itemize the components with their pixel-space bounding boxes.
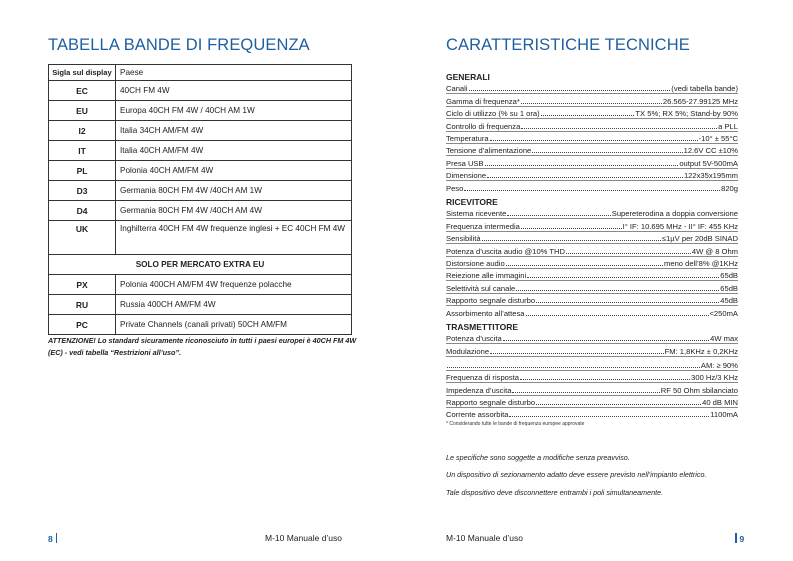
- spec-value: TX 5%; RX 5%; Stand-by 90%: [635, 109, 738, 119]
- spec-key: Dimensione: [446, 171, 487, 181]
- spec-row: [446, 408, 738, 419]
- table-header-row: [49, 65, 352, 81]
- spec-value: 40 dB MIN: [702, 397, 738, 407]
- page-divider: [735, 533, 737, 543]
- spec-list-trasmettitore: [446, 332, 738, 419]
- spec-key: Corrente assorbita: [446, 410, 509, 420]
- leader-dots: [503, 339, 709, 341]
- spec-key: Sistema ricevente: [446, 209, 507, 219]
- extra-eu-section-row: [49, 255, 352, 275]
- leader-dots: [487, 176, 683, 178]
- table-row: [49, 161, 352, 181]
- table-row: [49, 295, 352, 315]
- display-code: UK: [49, 221, 116, 255]
- spec-value: ≤1µV per 20dB SINAD: [661, 234, 738, 244]
- leader-dots: [536, 301, 719, 303]
- country-config: Polonia 400CH AM/FM 4W frequenze polacche: [116, 275, 352, 295]
- spec-value: Supereterodina a doppia conversione: [611, 209, 738, 219]
- spec-value: meno dell’8% @1KHz: [664, 258, 738, 268]
- country-config: Italia 40CH AM/FM 4W: [116, 141, 352, 161]
- table-row: [49, 101, 352, 121]
- disclaimer-note: Tale dispositivo deve disconnettere entrambi i poli simultaneamente.: [446, 488, 664, 497]
- table-row: [49, 315, 352, 335]
- country-config: Europa 40CH FM 4W / 40CH AM 1W: [116, 101, 352, 121]
- spec-row: [446, 156, 738, 168]
- table-row: [49, 121, 352, 141]
- disclaimer-note: Un dispositivo di sezionamento adatto deve essere previsto nell’impianto elettrico.: [446, 470, 707, 479]
- display-code: RU: [49, 295, 116, 315]
- spec-value: output 5V-500mA: [679, 158, 738, 168]
- spec-row: [446, 107, 738, 119]
- spec-row: [446, 257, 738, 269]
- country-config: Polonia 40CH AM/FM 4W: [116, 161, 352, 181]
- spec-row: [446, 269, 738, 281]
- leader-dots: [482, 239, 661, 241]
- spec-value: RF 50 Ohm sbilanciato: [660, 385, 738, 395]
- display-code: PX: [49, 275, 116, 295]
- spec-key: Distorsione audio: [446, 258, 505, 268]
- leader-dots: [521, 102, 662, 104]
- table-row: [49, 201, 352, 221]
- spec-value: 122x35x195mm: [683, 171, 738, 181]
- spec-key: Peso: [446, 183, 464, 193]
- spec-key: Selettività sul canale: [446, 283, 516, 293]
- country-config: Germania 80CH FM 4W /40CH AM 1W: [116, 181, 352, 201]
- spec-row: [446, 207, 738, 219]
- spec-key: Rapporto segnale disturbo: [446, 296, 536, 306]
- leader-dots: [541, 114, 635, 116]
- table-row: [49, 81, 352, 101]
- page-number: [732, 533, 744, 544]
- leader-dots: [532, 151, 682, 153]
- spec-value: FM: 1,8KHz ± 0,2KHz: [664, 346, 738, 356]
- spec-key: Reiezione alle immagini: [446, 271, 527, 281]
- spec-list-generali: [446, 82, 738, 193]
- page-divider: [56, 533, 58, 543]
- leader-dots: [506, 264, 663, 266]
- leader-dots: [521, 227, 622, 229]
- spec-list-ricevitore: [446, 207, 738, 318]
- spec-row: [446, 144, 738, 156]
- spec-key: Tensione d’alimentazione: [446, 146, 532, 156]
- footnote: * Considerando tutte le bande di frequenza europee approvate: [446, 421, 585, 427]
- spec-value: I° IF: 10.695 MHz - II° IF: 455 KHz: [622, 221, 738, 231]
- table-row: [49, 221, 352, 255]
- leader-dots: [485, 164, 679, 166]
- display-code: PC: [49, 315, 116, 335]
- spec-key: Controllo di frequenza: [446, 121, 521, 131]
- leader-dots: [512, 391, 659, 393]
- spec-row: [446, 281, 738, 293]
- spec-value: 300 Hz/3 KHz: [691, 373, 738, 383]
- spec-key: Potenza d’uscita audio @10% THD: [446, 246, 566, 256]
- display-code: EC: [49, 81, 116, 101]
- spec-key: Rapporto segnale disturbo: [446, 397, 536, 407]
- frequency-band-table: [48, 64, 352, 335]
- country-config: Inghilterra 40CH FM 4W frequenze inglesi + EC 40CH FM 4W: [116, 221, 352, 255]
- page-title: TABELLA BANDE DI FREQUENZA: [48, 36, 310, 54]
- display-code: PL: [49, 161, 116, 181]
- spec-row: [446, 383, 738, 395]
- spec-value: 4W max: [710, 334, 738, 344]
- display-code: D4: [49, 201, 116, 221]
- country-config: Private Channels (canali privati) 50CH AM/FM: [116, 315, 352, 335]
- leader-dots: [566, 252, 691, 254]
- spec-row: [446, 94, 738, 106]
- spec-value: 12.6V CC ±10%: [683, 146, 738, 156]
- spec-row: [446, 371, 738, 383]
- spec-row: [446, 332, 738, 344]
- spec-key: Sensibilità: [446, 234, 481, 244]
- display-code: IT: [49, 141, 116, 161]
- spec-value: 26.565-27.99125 MHz: [662, 96, 738, 106]
- spec-row: [446, 82, 738, 94]
- spec-row: [446, 357, 738, 371]
- footer-label: M-10 Manuale d’uso: [446, 533, 524, 543]
- section-title-generali: GENERALI: [446, 72, 490, 82]
- spec-key: Gamma di frequenza*: [446, 96, 520, 106]
- right-page: [396, 0, 793, 561]
- spec-key: Potenza d’uscita: [446, 334, 502, 344]
- page-number-value: 8: [48, 534, 53, 544]
- spec-key: Modulazione: [446, 346, 490, 356]
- display-code: D3: [49, 181, 116, 201]
- country-config: 40CH FM 4W: [116, 81, 352, 101]
- country-config: Russia 400CH AM/FM 4W: [116, 295, 352, 315]
- left-page: [0, 0, 396, 561]
- spec-row: [446, 244, 738, 256]
- leader-dots: [536, 403, 701, 405]
- country-config: Germania 80CH FM 4W /40CH AM 4W: [116, 201, 352, 221]
- spec-key: Assorbimento all’attesa: [446, 308, 525, 318]
- spec-row: [446, 132, 738, 144]
- leader-dots: [520, 378, 690, 380]
- leader-dots: [527, 276, 719, 278]
- spec-key: Frequenza intermedia: [446, 221, 520, 231]
- spec-row: [446, 306, 738, 317]
- footer-label: M-10 Manuale d’uso: [265, 533, 343, 543]
- display-code: EU: [49, 101, 116, 121]
- leader-dots: [447, 366, 700, 368]
- spec-row: [446, 169, 738, 181]
- spec-value: 65dB: [720, 283, 738, 293]
- spec-row: [446, 119, 738, 131]
- spec-value: (vedi tabella bande): [671, 84, 738, 94]
- leader-dots: [490, 139, 698, 141]
- spec-key: Canali: [446, 84, 468, 94]
- extra-eu-label: SOLO PER MERCATO EXTRA EU: [49, 255, 352, 275]
- spec-value: a PLL: [718, 121, 738, 131]
- table-row: [49, 141, 352, 161]
- leader-dots: [516, 289, 719, 291]
- spec-value: <250mA: [709, 308, 738, 318]
- spec-value: 45dB: [720, 296, 738, 306]
- page-number-value: 9: [739, 534, 745, 544]
- spec-key: Temperatura: [446, 133, 489, 143]
- leader-dots: [526, 314, 709, 316]
- disclaimer-note: Le specifiche sono soggette a modifiche senza preavviso.: [446, 453, 630, 462]
- section-title-trasmettitore: TRASMETTITORE: [446, 322, 519, 332]
- leader-dots: [464, 189, 720, 191]
- spec-row: [446, 181, 738, 192]
- column-header-country: Paese: [116, 65, 352, 81]
- spec-key: Frequenza di risposta: [446, 373, 520, 383]
- leader-dots: [521, 127, 717, 129]
- spec-value: -10° ± 55°C: [698, 133, 738, 143]
- spec-key: Ciclo di utilizzo (% su 1 ora): [446, 109, 540, 119]
- spec-value: 1100mA: [710, 410, 738, 420]
- spec-value: 65dB: [720, 271, 738, 281]
- section-title-ricevitore: RICEVITORE: [446, 197, 498, 207]
- spec-key: Presa USB: [446, 158, 484, 168]
- spec-key: Impedenza d’uscita: [446, 385, 512, 395]
- display-code: I2: [49, 121, 116, 141]
- spec-row: [446, 344, 738, 356]
- table-row: [49, 181, 352, 201]
- leader-dots: [509, 415, 709, 417]
- page-title: CARATTERISTICHE TECNICHE: [446, 36, 690, 54]
- leader-dots: [490, 352, 664, 354]
- table-row: [49, 275, 352, 295]
- leader-dots: [507, 214, 610, 216]
- spec-value: 820g: [721, 183, 738, 193]
- spec-row: [446, 219, 738, 231]
- spec-value: AM: ≥ 90%: [700, 360, 738, 370]
- spec-row: [446, 232, 738, 244]
- country-config: Italia 34CH AM/FM 4W: [116, 121, 352, 141]
- spec-row: [446, 396, 738, 408]
- spec-row: [446, 294, 738, 306]
- spec-value: 4W @ 8 Ohm: [691, 246, 738, 256]
- page-number: [48, 533, 60, 544]
- column-header-code: Sigla sul display: [49, 65, 116, 81]
- attention-note: ATTENZIONE! Lo standard sicuramente riconosciuto in tutti i paesi europei è 40CH FM 4W (EC) - vedi tabella “Restrizioni all’uso”.: [48, 336, 357, 357]
- leader-dots: [469, 89, 671, 91]
